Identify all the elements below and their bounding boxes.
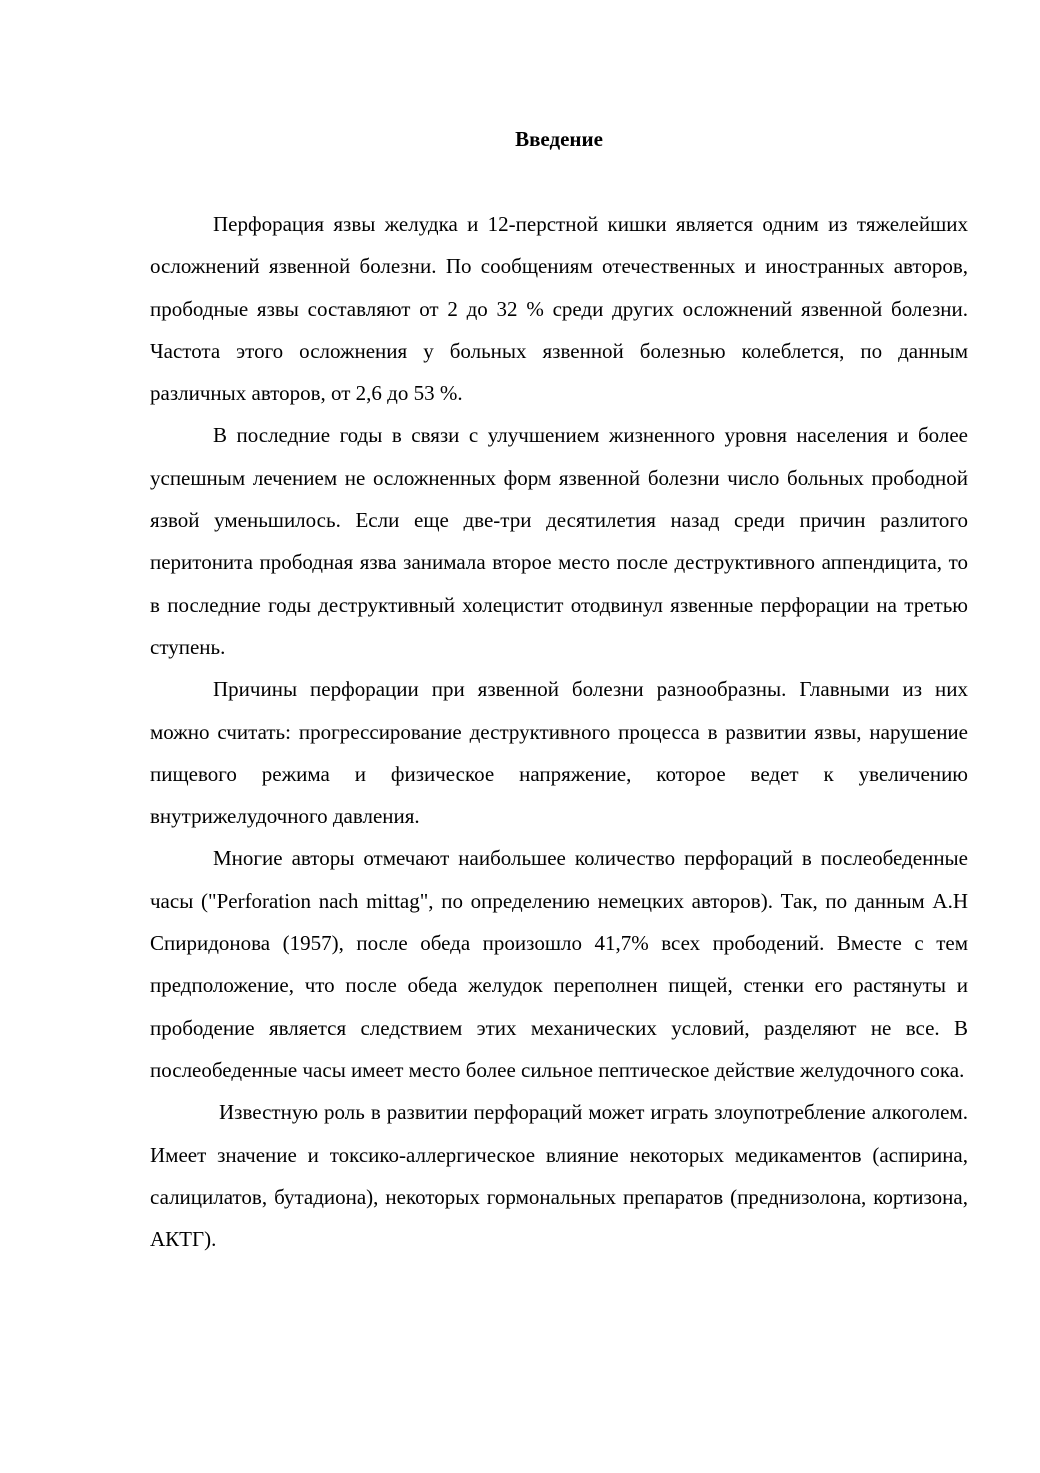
document-body [150,203,968,1260]
paragraph-2: В последние годы в связи с улучшением жизненного уровня населения и более успешным лечением не осложненных форм язвенной болезни число больных прободной язвой уменьшилось. Если еще две-три десятилетия назад среди причин разлитого перитонита прободная язва занимала второе место после деструктивного аппендицита, то в последние годы деструктивный холецистит отодвинул язвенные перфорации на третью ступень. [150,423,968,659]
paragraph-1: Перфорация язвы желудка и 12-перстной кишки является одним из тяжелейших осложнений язвенной болезни. По сообщениям отечественных и иностранных авторов, прободные язвы составляют от 2 до 32 % среди других осложнений язвенной болезни. Частота этого осложнения у больных язвенной болезнью колеблется, по данным различных авторов, от 2,6 до 53 %. [150,212,968,406]
paragraph-3: Причины перфорации при язвенной болезни разнообразны. Главными из них можно считать: прогрессирование деструктивного процесса в развитии язвы, нарушение пищевого режима и физическое напряжение, которое ведет к увеличению внутрижелудочного давления. [150,677,968,829]
page-title: Введение [515,127,603,151]
paragraph-5: Известную роль в развитии перфораций может играть злоупотребление алкоголем. Имеет значение и токсико-аллергическое влияние некоторых медикаментов (аспирина, салицилатов, бутадиона), некоторых гормональных препаратов (преднизолона, кортизона, АКТГ). [150,1100,968,1252]
paragraph-4: Многие авторы отмечают наибольшее количество перфораций в послеобеденные часы ("Perforation nach mittag", по определению немецких авторов). Так, по данным А.Н Спиридонова (1957), после обеда произошло 41,7% всех прободений. Вместе с тем предположение, что после обеда желудок переполнен пищей, стенки его растянуты и прободение является следствием этих механических условий, разделяют не все. В послеобеденные часы имеет место более сильное пептическое действие желудочного сока. [150,846,968,1082]
